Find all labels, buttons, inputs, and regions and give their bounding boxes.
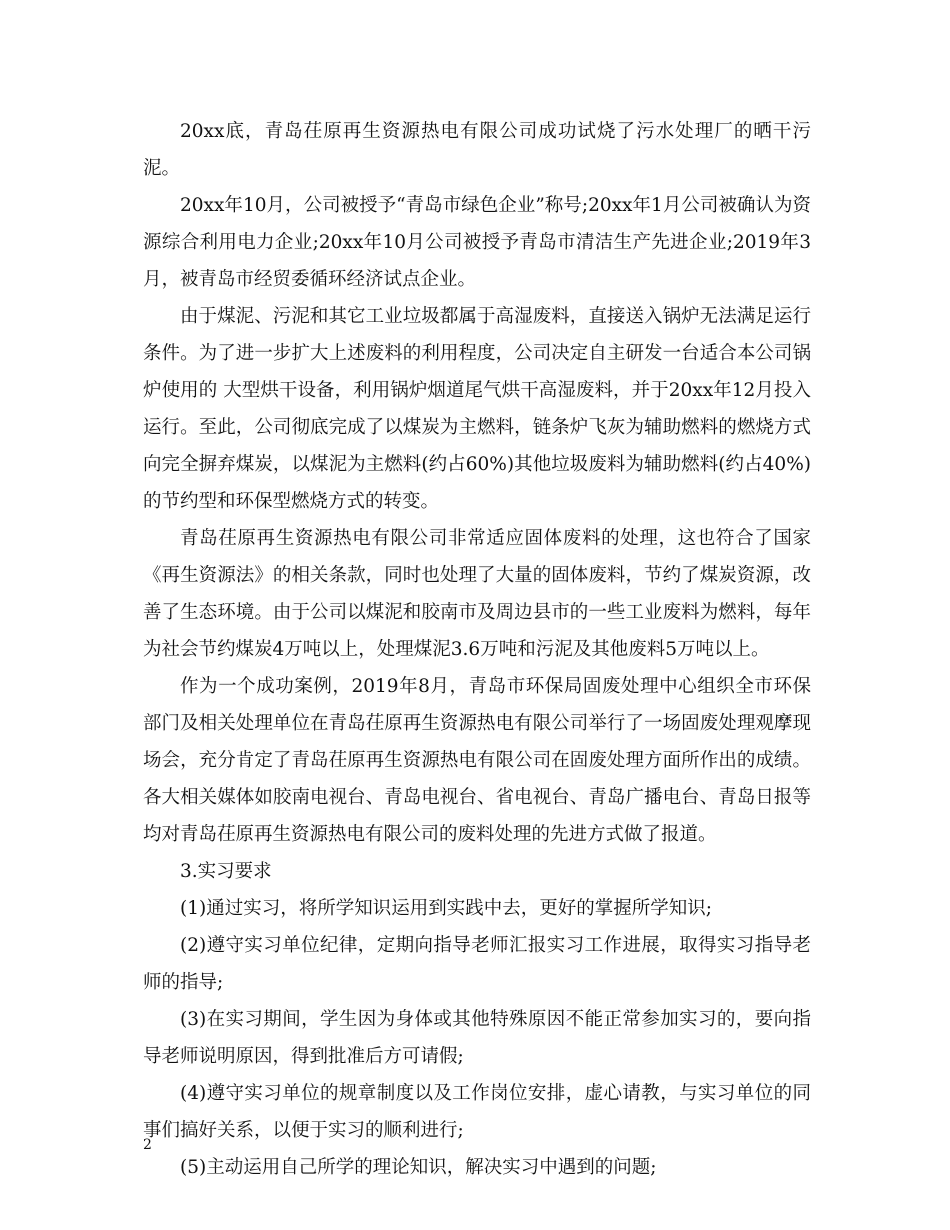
requirement-item-2: (2)遵守实习单位纪律，定期向指导老师汇报实习工作进展，取得实习指导老师的指导; bbox=[143, 935, 811, 993]
document-body bbox=[143, 113, 811, 1186]
paragraph-case-study: 作为一个成功案例，2019年8月，青岛市环保局固废处理中心组织全市环保部门及相关处理单位在青岛茌原再生资源热电有限公司举行了一场固废处理观摩现场会，充分肯定了青岛茌原再生资源热电有限公司在固废处理方面所作出的成绩。各大相关媒体如胶南电视台、青岛电视台、省电视台、青岛广播电台、青岛日报等均对青岛茌原再生资源热电有限公司的废料处理的先进方式做了报道。 bbox=[143, 676, 811, 845]
paragraph-solid-waste: 青岛茌原再生资源热电有限公司非常适应固体废料的处理，这也符合了国家《再生资源法》的相关条款，同时也处理了大量的固体废料，节约了煤炭资源，改善了生态环境。由于公司以煤泥和胶南市及周边县市的一些工业废料为燃料，每年为社会节约煤炭4万吨以上，处理煤泥3.6万吨和污泥及其他废料5万吨以上。 bbox=[143, 528, 811, 660]
paragraph-trial-burn: 20xx底，青岛茌原再生资源热电有限公司成功试烧了污水处理厂的晒干污泥。 bbox=[143, 121, 811, 179]
requirement-item-4: (4)遵守实习单位的规章制度以及工作岗位安排，虚心请教，与实习单位的同事们搞好关系，以便于实习的顺利进行; bbox=[143, 1083, 811, 1141]
requirement-item-5: (5)主动运用自己所学的理论知识，解决实习中遇到的问题; bbox=[180, 1157, 657, 1178]
requirement-item-1: (1)通过实习，将所学知识运用到实践中去，更好的掌握所学知识; bbox=[180, 898, 712, 919]
paragraph-honors: 20xx年10月，公司被授予“青岛市绿色企业”称号;20xx年1月公司被确认为资源综合利用电力企业;20xx年10月公司被授予青岛市清洁生产先进企业;2019年3月，被青岛市经贸委循环经济试点企业。 bbox=[143, 195, 811, 290]
requirement-item-3: (3)在实习期间，学生因为身体或其他特殊原因不能正常参加实习的，要向指导老师说明原因，得到批准后方可请假; bbox=[143, 1009, 811, 1067]
section-heading-internship-requirements: 3.实习要求 bbox=[180, 861, 272, 882]
paragraph-drying-equipment: 由于煤泥、污泥和其它工业垃圾都属于高湿废料，直接送入锅炉无法满足运行条件。为了进一步扩大上述废料的利用程度，公司决定自主研发一台适合本公司锅炉使用的 大型烘干设备，利用锅炉烟道尾气烘干高湿废料，并于20xx年12月投入运行。至此，公司彻底完成了以煤炭为主燃料，链条炉飞灰为辅助燃料的燃烧方式向完全摒弃煤炭，以煤泥为主燃料(约占60%)其他垃圾废料为辅助燃料(约占40%)的节约型和环保型燃烧方式的转变。 bbox=[143, 306, 811, 512]
page-number: 2 bbox=[143, 1137, 152, 1153]
